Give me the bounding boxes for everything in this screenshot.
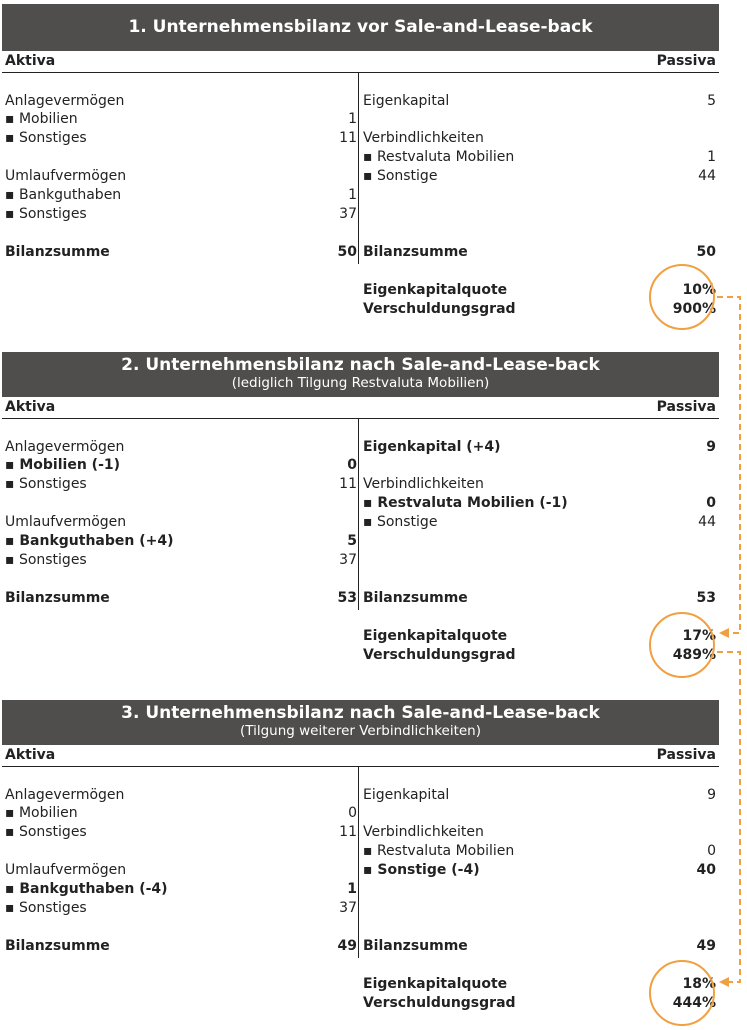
row-label: ▪ Bankguthaben (-4): [5, 881, 168, 897]
row-label: Bilanzsumme: [5, 938, 110, 954]
row-value: 17%: [682, 628, 716, 644]
row-value: 50: [696, 244, 716, 260]
row-value: 1: [707, 149, 716, 165]
row-label: ▪ Sonstiges: [5, 900, 87, 916]
row-value: 489%: [672, 647, 716, 663]
row-label: Umlaufvermögen: [5, 862, 127, 878]
row-value: 444%: [672, 995, 716, 1011]
row-value: 37: [339, 206, 357, 222]
row-label: Bilanzsumme: [5, 244, 110, 260]
row-value: 5: [707, 93, 716, 109]
row-label: Eigenkapitalquote: [363, 628, 508, 644]
row-value: 53: [337, 590, 357, 606]
row-label: ▪ Mobilien (-1): [5, 457, 121, 473]
row-label: Verschuldungsgrad: [363, 647, 516, 663]
row-value: 10%: [682, 282, 716, 298]
row-value: 49: [696, 938, 716, 954]
row-value: 40: [696, 862, 716, 878]
row-label: Eigenkapital: [363, 787, 450, 803]
row-value: 5: [347, 533, 357, 549]
row-value: 11: [339, 130, 357, 146]
row-label: Eigenkapital: [363, 93, 450, 109]
section-subtitle: (lediglich Tilgung Restvaluta Mobilien): [231, 375, 490, 391]
row-label: ▪ Restvaluta Mobilien: [363, 149, 515, 165]
row-value: 1: [347, 881, 357, 897]
passiva-label: Passiva: [656, 399, 716, 415]
section-title: 3. Unternehmensbilanz nach Sale-and-Lease-back: [121, 703, 600, 723]
row-label: ▪ Sonstige: [363, 168, 438, 184]
row-value: 37: [339, 552, 357, 568]
row-label: ▪ Sonstige (-4): [363, 862, 480, 878]
row-label: Umlaufvermögen: [5, 514, 127, 530]
section-subtitle: (Tilgung weiterer Verbindlichkeiten): [239, 723, 482, 739]
row-label: ▪ Restvaluta Mobilien: [363, 843, 515, 859]
row-value: 1: [348, 187, 357, 203]
row-label: Bilanzsumme: [363, 938, 468, 954]
row-label: Bilanzsumme: [363, 590, 468, 606]
row-value: 11: [339, 476, 357, 492]
row-label: Verschuldungsgrad: [363, 995, 516, 1011]
row-label: ▪ Sonstiges: [5, 206, 87, 222]
row-label: ▪ Bankguthaben: [5, 187, 122, 203]
row-label: Anlagevermögen: [5, 787, 125, 803]
aktiva-label: Aktiva: [5, 747, 56, 763]
row-label: Bilanzsumme: [363, 244, 468, 260]
row-label: Anlagevermögen: [5, 439, 125, 455]
row-value: 9: [707, 787, 716, 803]
row-value: 900%: [672, 301, 716, 317]
row-label: Verbindlichkeiten: [363, 130, 484, 146]
row-value: 44: [698, 514, 716, 530]
row-value: 53: [696, 590, 716, 606]
row-value: 49: [337, 938, 357, 954]
row-value: 11: [339, 824, 357, 840]
passiva-label: Passiva: [656, 747, 716, 763]
row-label: Eigenkapitalquote: [363, 282, 508, 298]
row-label: Eigenkapital (+4): [363, 439, 501, 455]
row-value: 50: [337, 244, 357, 260]
arrowhead-icon: [719, 628, 729, 638]
row-value: 0: [706, 495, 716, 511]
row-label: ▪ Bankguthaben (+4): [5, 533, 174, 549]
section-title: 2. Unternehmensbilanz nach Sale-and-Lease-back: [121, 355, 600, 375]
passiva-label: Passiva: [656, 53, 716, 69]
row-label: ▪ Sonstige: [363, 514, 438, 530]
row-label: Umlaufvermögen: [5, 168, 127, 184]
row-label: Verbindlichkeiten: [363, 824, 484, 840]
row-label: ▪ Mobilien: [5, 111, 78, 127]
row-value: 0: [348, 805, 357, 821]
row-label: Eigenkapitalquote: [363, 976, 508, 992]
aktiva-label: Aktiva: [5, 399, 56, 415]
row-value: 0: [707, 843, 716, 859]
aktiva-label: Aktiva: [5, 53, 56, 69]
row-value: 0: [347, 457, 357, 473]
row-label: Verbindlichkeiten: [363, 476, 484, 492]
row-label: ▪ Sonstiges: [5, 476, 87, 492]
row-value: 44: [698, 168, 716, 184]
row-value: 1: [348, 111, 357, 127]
row-label: ▪ Restvaluta Mobilien (-1): [363, 495, 568, 511]
section-title: 1. Unternehmensbilanz vor Sale-and-Lease-back: [128, 17, 593, 37]
arrowhead-icon: [719, 977, 729, 987]
row-label: Anlagevermögen: [5, 93, 125, 109]
row-value: 37: [339, 900, 357, 916]
row-value: 9: [706, 439, 716, 455]
row-label: Bilanzsumme: [5, 590, 110, 606]
connector-arrow-2-3: [717, 652, 740, 982]
connector-arrow-1-2: [717, 297, 740, 633]
row-label: ▪ Sonstiges: [5, 552, 87, 568]
row-label: ▪ Sonstiges: [5, 130, 87, 146]
row-value: 18%: [682, 976, 716, 992]
row-label: ▪ Mobilien: [5, 805, 78, 821]
row-label: Verschuldungsgrad: [363, 301, 516, 317]
row-label: ▪ Sonstiges: [5, 824, 87, 840]
